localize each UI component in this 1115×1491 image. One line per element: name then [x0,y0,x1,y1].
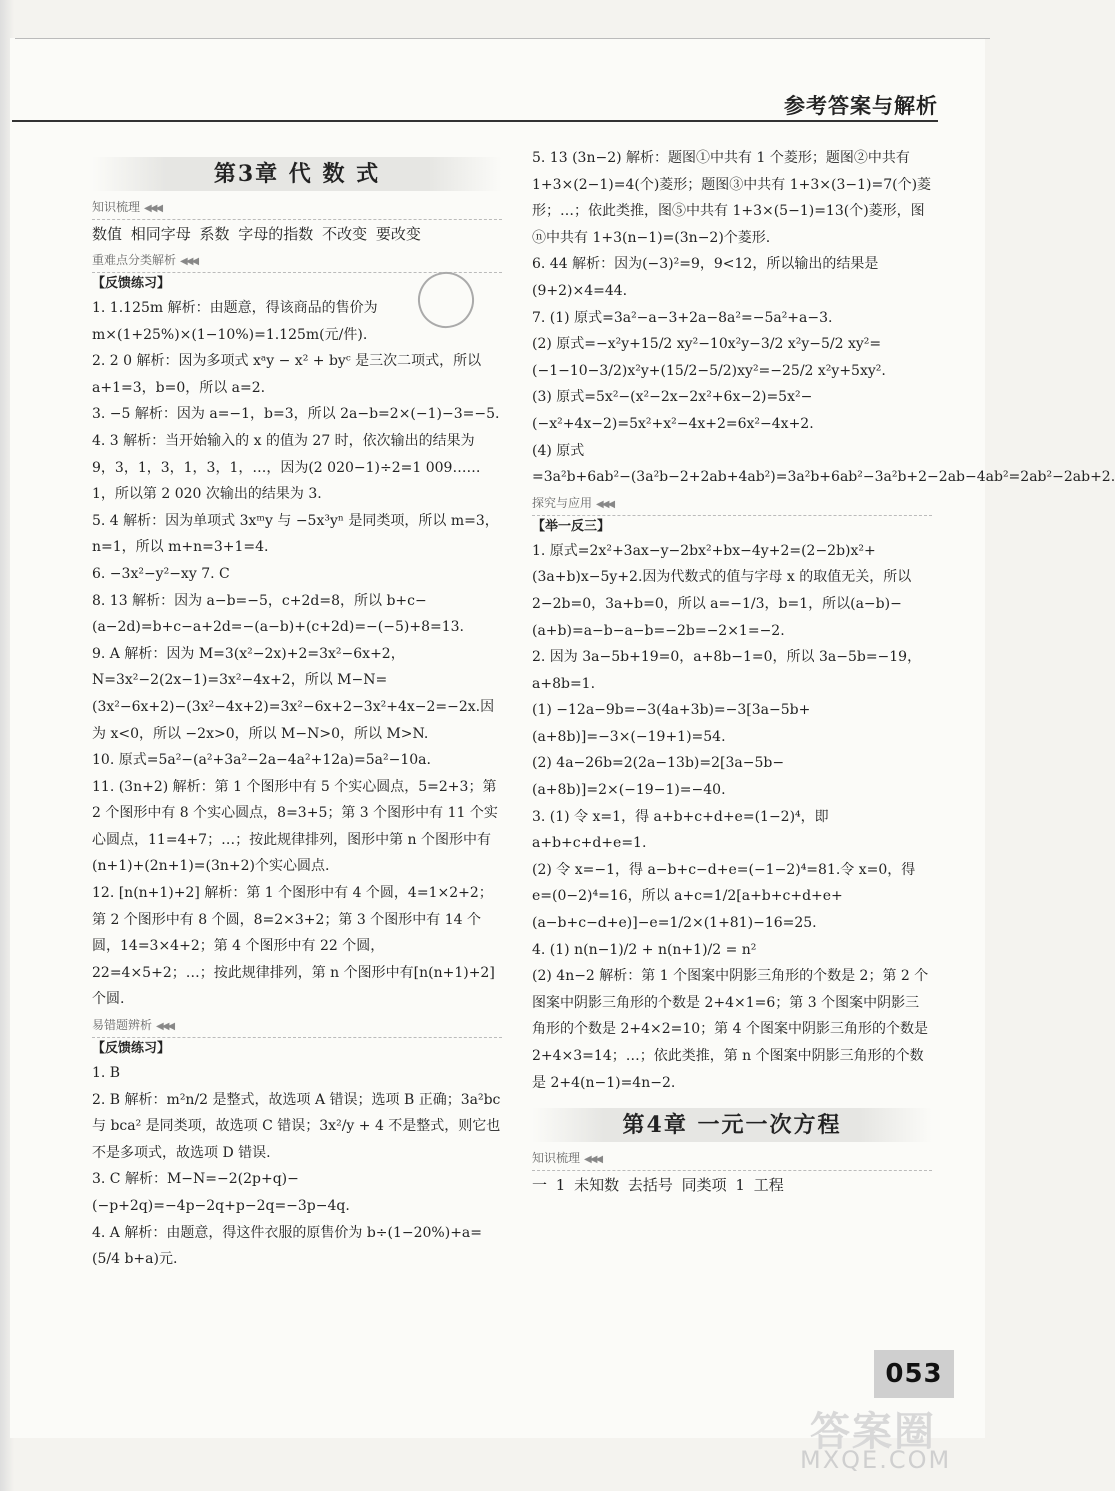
answer-item: (2) 4n−2 解析：第 1 个图案中阴影三角形的个数是 2；第 2 个图案中阴影三角形的个数是 2+4×1=6；第 3 个图案中阴影三角形的个数是 2+4×2=10；第 4 个图案中阴影三角形的个数是 2+4×3=14；…；依此类推，第 n 个图案中阴影三角形的个数是 2+4(n−1)=4n−2. [532,968,929,1091]
chapter-3-title: 第3章 代 数 式 [92,157,502,191]
answer-item: 3. C 解析：M−N=−2(2p+q)−(−p+2q)=−4p−2q+p−2q=−3p−4q. [92,1171,350,1214]
keywords-line: 数值 相同字母 系数 字母的指数 不改变 要改变 [92,225,421,243]
section-label: 易错题辨析 [92,1018,153,1033]
arrow-icon: ◀◀◀ [144,203,162,214]
answer-list-4 [532,538,932,1096]
section-key-points [92,250,502,273]
answer-item: 11. (3n+2) 解析：第 1 个图形中有 5 个实心圆点，5=2+3；第 2 个图形中有 8 个实心圆点，8=3+5；第 3 个图形中有 11 个实心圆点，11=4+7；…；按此规律排列，图形中第 n 个图形中有(n+1)+(2n+1)=(3n+2)个实心圆点. [92,778,498,875]
section-label: 重难点分类解析 [92,253,177,267]
watermark-logo: 答案圈 [810,1409,936,1455]
section-label: 探究与应用 [532,495,593,510]
chapter-4-title: 第4章 一元一次方程 [532,1108,932,1142]
answer-item: 2. 2 0 解析：因为多项式 xᵃy − x² + byᶜ 是三次二项式，所以 a+1=3，b=0，所以 a=2. [92,353,482,396]
section-explore [532,493,932,516]
subsection-practice: 【反馈练习】 [92,276,171,291]
answer-item: 6. −3x²−y²−xy 7. C [92,565,230,582]
watermark-url: MXQE.COM [800,1446,952,1474]
answer-item: (2) 令 x=−1，得 a−b+c−d+e=(−1−2)⁴=81.令 x=0，得 e=(0−2)⁴=16，所以 a+c=1/2[a+b+c+d+e+(a−b+c−d+e)]−e=1/2×(1+81)−16=25. [532,861,916,932]
arrow-icon: ◀◀◀ [156,1021,174,1033]
section-knowledge [92,197,502,220]
arrow-icon: ◀◀◀ [596,498,614,510]
arrow-icon: ◀◀◀ [584,1154,602,1166]
answer-item: (4) 原式=3a²b+6ab²−(3a²b−2+2ab+4ab²)=3a²b+6ab²−3a²b+2−2ab−4ab²=2ab²−2ab+2. [532,442,1115,486]
answer-item: 2. 因为 3a−5b+19=0，a+8b−1=0，所以 3a−5b=−19，a+8b=1. [532,649,922,692]
answer-item: 1. 1.125m 解析：由题意，得该商品的售价为m×(1+25%)×(1−10%)=1.125m(元/件). [92,300,378,343]
answer-item: 8. 13 解析：因为 a−b=−5，c+2d=8，所以 b+c−(a−2d)=b+c−a+2d=−(a−b)+(c+2d)=−(−5)+8=13. [92,592,464,636]
section-label: 知识梳理 [92,200,141,214]
section-error-analysis [92,1015,502,1038]
answer-item: 1. B [92,1065,121,1082]
answer-item: 3. −5 解析：因为 a=−1，b=3，所以 2a−b=2×(−1)−3=−5. [92,406,500,423]
answer-item: (2) 原式=−x²y+15/2 xy²−10x²y−3/2 x²y−5/2 xy²=(−1−10−3/2)x²y+(15/2−5/2)xy²=−25/2 x²y+5xy². [532,336,886,379]
answer-item: 10. 原式=5a²−(a²+3a²−2a−4a²+12a)=5a²−10a. [92,752,431,769]
top-border [15,38,990,39]
subsection-analogy: 【举一反三】 [532,518,611,534]
answer-item: 4. (1) n(n−1)/2 + n(n+1)/2 = n² [532,941,757,958]
answer-item: 6. 44 解析：因为(−3)²=9，9<12，所以输出的结果是(9+2)×4=44. [532,256,879,299]
answer-item: 7. (1) 原式=3a²−a−3+2a−8a²=−5a²+a−3. [532,309,833,326]
answer-item: (3) 原式=5x²−(x²−2x−2x²+6x−2)=5x²−(−x²+4x−2)=5x²+x²−4x+2=6x²−4x+2. [532,389,814,432]
answer-item: 5. 13 (3n−2) 解析：题图①中共有 1 个菱形；题图②中共有 1+3×(2−1)=4(个)菱形；题图③中共有 1+3×(3−1)=7(个)菱形；…；依此类推，图⑤中共有 1+3×(5−1)=13(个)菱形，图ⓝ中共有 1+3(n−1)=(3n−2)个菱形. [532,150,932,246]
answer-item: (1) −12a−9b=−3(4a+3b)=−3[3a−5b+(a+8b)]=−3×(−19+1)=54. [532,702,811,745]
answer-item: (2) 4a−26b=2(2a−13b)=2[3a−5b−(a+8b)]=2×(−19−1)=−40. [532,755,785,799]
answer-item: 9. A 解析：因为 M=3(x²−2x)+2=3x²−6x+2，N=3x²−2(2x−1)=3x²−4x+2，所以 M−N=(3x²−6x+2)−(3x²−4x+2)=3x²−6x+2−3x²+4x−2=−2x.因为 x<0，所以 −2x>0，所以 M−N>0，所以 M>N. [92,645,495,742]
right-column [532,145,1115,1199]
answer-list-1 [92,295,502,1013]
answer-item: 3. (1) 令 x=1，得 a+b+c+d+e=(1−2)⁴，即 a+b+c+d+e=1. [532,808,829,852]
subsection-practice-2: 【反馈练习】 [92,1041,171,1057]
answer-item: 2. B 解析：m²n/2 是整式，故选项 A 错误；选项 B 正确；3a²bc 与 bca² 是同类项，故选项 C 错误；3x²/y + 4 不是整式，则它也不是多项式，故选项 D 错误. [92,1091,501,1161]
answer-list-2 [92,1060,502,1273]
arrow-icon: ◀◀◀ [180,256,198,267]
header-rule [12,120,938,122]
answer-list-3 [532,145,1115,491]
section-knowledge-2 [532,1148,932,1171]
page-header-title: 参考答案与解析 [784,94,938,118]
section-label: 知识梳理 [532,1151,581,1166]
answer-item: 5. 4 解析：因为单项式 3xᵐy 与 −5x³yⁿ 是同类项，所以 m=3，n=1，所以 m+n=3+1=4. [92,512,499,556]
answer-item: 4. 3 解析：当开始输入的 x 的值为 27 时，依次输出的结果为 9，3，1，3，1，3，1，…，因为(2 020−1)÷2=1 009……1，所以第 2 020 次输出的结果为 3. [92,432,481,503]
page-number: 053 [874,1350,954,1398]
answer-item: 12. [n(n+1)+2] 解析：第 1 个图形中有 4 个圆，4=1×2+2；第 2 个图形中有 8 个圆，8=2×3+2；第 3 个图形中有 14 个圆，14=3×4+2；第 4 个图形中有 22 个圆，22=4×5+2；…；按此规律排列，第 n 个图形中有[n(n+1)+2]个圆. [92,885,495,1008]
keywords-line-2: 一 1 未知数 去括号 同类项 1 工程 [532,1176,784,1195]
answer-item: 1. 原式=2x²+3ax−y−2bx²+bx−4y+2=(2−2b)x²+(3a+b)x−5y+2.因为代数式的值与字母 x 的取值无关，所以 2−2b=0，3a+b=0，所以 a=−1/3，b=1，所以(a−b)−(a+b)=a−b−a−b=−2b=−2×1=−2. [532,542,912,639]
answer-item: 4. A 解析：由题意，得这件衣服的原售价为 b÷(1−20%)+a=(5/4 b+a)元. [92,1224,482,1268]
